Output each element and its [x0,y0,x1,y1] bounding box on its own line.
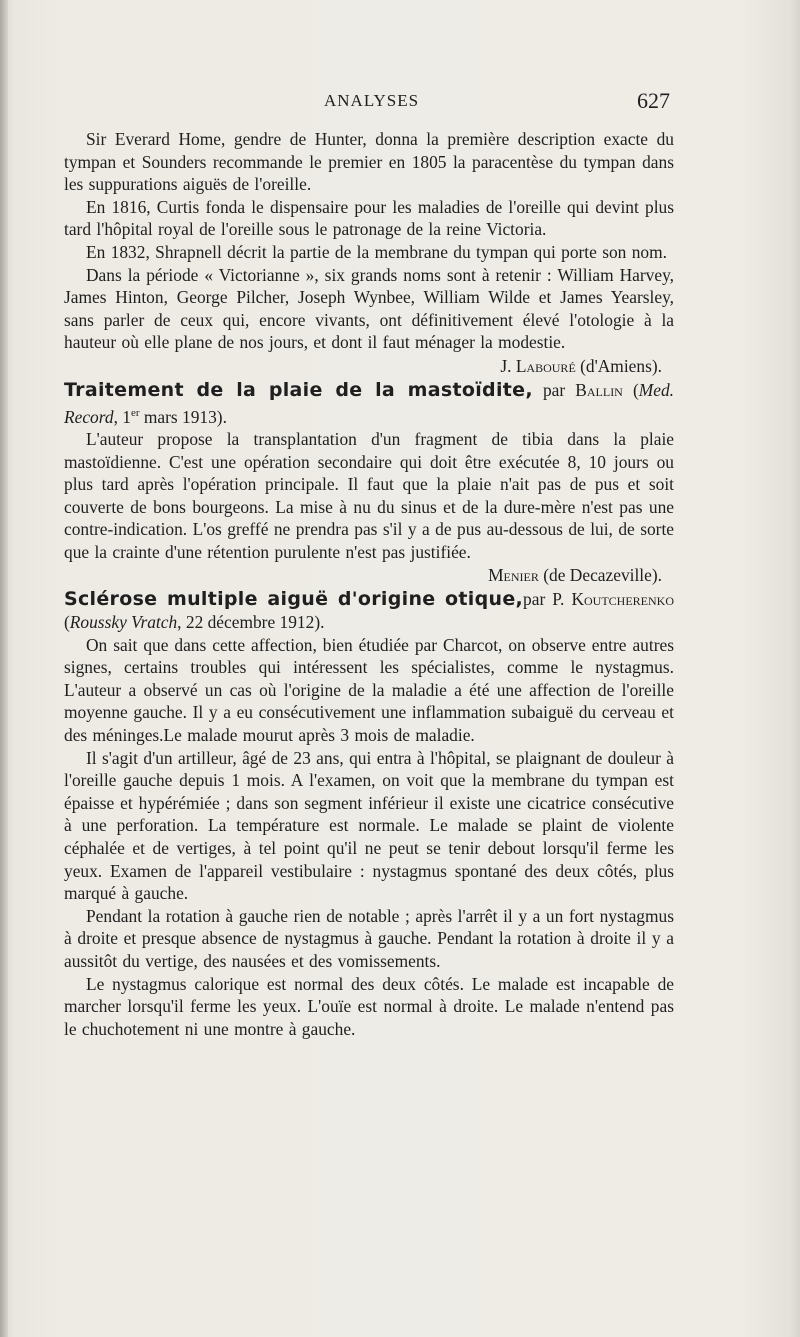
article-author: Koutcherenko [571,589,674,610]
signature-laboure: J. Labouré (d'Amiens). [500,355,662,376]
journal-name: Med. Record [64,379,674,427]
paragraph-victorian: Dans la période « Victorianne », six grands noms sont à retenir : William Harvey, James Hinton, George Pilcher, Joseph Wynbee, William Wilde et James Yearsley, sans parler de ceux qui, encore vivants, ont définitivement élevé l'otologie à la hauteur où elle plane de nos jours, et dont il faut ménager la modestie. [64,264,674,353]
paragraph-charcot: On sait que dans cette affection, bien étudiée par Charcot, on observe entre autres signes, certains troubles qui intéressent les spécialistes, comme le nystagmus. L'auteur a observé un cas où l'origine de la maladie a été une affection de l'oreille moyenne gauche. Il y a eu consécutivement une inflammation subaiguë du cerveau et des méninges.Le malade mourut après 3 mois de maladie. [64,634,674,746]
page-header [64,88,674,118]
paragraph-shrapnell: En 1832, Shrapnell décrit la partie de la membrane du tympan qui porte son nom. [86,241,667,262]
article-title: Traitement de la plaie de la mastoïdite, [64,378,533,401]
signature-menier: Menier (de Decazeville). [488,565,662,586]
running-head: ANALYSES [324,91,420,110]
author-name: Menier [488,565,539,586]
article-author: Ballin [575,379,623,400]
journal-name: Roussky Vratch [69,612,178,633]
paragraph-transplantation: L'auteur propose la transplantation d'un fragment de tibia dans la plaie mastoïdienne. C'est une opération secondaire qui doit être exécutée 8, 10 jours ou plus tard après l'opération principale. Il faut que la plaie n'ait pas de pus et soit couverte de bons bourgeons. La mise à nu du sinus et de la dure-mère n'est pas une contre-indication. L'os greffé ne prendra pas s'il y a de pus au-dessous de lui, de sorte que la crainte d'une rétention purulente n'est pas justifiée. [64,428,674,562]
paragraph-calorique: Le nystagmus calorique est normal des deux côtés. Le malade est incapable de marcher lorsqu'il ferme les yeux. L'ouïe est normal à droite. Le malade n'entend pas le chuchotement ni une montre à gauche. [64,973,674,1039]
article-heading-mastoidite: Traitement de la plaie de la mastoïdite, par Ballin (Med. Record, 1er mars 1913). [64,378,674,427]
paragraph-artilleur: Il s'agit d'un artilleur, âgé de 23 ans, qui entra à l'hôpital, se plaignant de douleur à l'oreille gauche depuis 1 mois. A l'examen, on voit que la membrane du tympan est épaisse et hypérémiée ; dans son segment inférieur il existe une cicatrice consécutive à une perforation. La température est normale. Le malade se plaint de violente céphalée et de vertiges, à tel point qu'il ne peut se tenir debout lorsqu'il ferme les yeux. Examen de l'appareil vestibulaire : nystagmus spontané des deux côtés, plus marqué à gauche. [64,747,674,904]
paragraph-home: Sir Everard Home, gendre de Hunter, donna la première description exacte du tympan et Sounders recommande le premier en 1805 la paracentèse du tympan dans les suppurations aiguës de l'oreille. [64,129,674,195]
page-body [64,128,674,1040]
author-name: Labouré [515,355,576,376]
page-binding-edge [0,0,8,1337]
article-title: Sclérose multiple aiguë d'origine otique, [64,588,524,611]
page-number: 627 [637,88,670,113]
paragraph-rotation: Pendant la rotation à gauche rien de notable ; après l'arrêt il y a un fort nystagmus à droite et presque absence de nystagmus à gauche. Pendant la rotation à droite il y a aussitôt du vertige, des nausées et des vomissements. [64,905,674,971]
article-heading-sclerose: Sclérose multiple aiguë d'origine otique,par P. Koutcherenko (Roussky Vratch, 22 décembre 1912). [64,588,674,633]
paragraph-curtis: En 1816, Curtis fonda le dispensaire pour les maladies de l'oreille qui devint plus tard l'hôpital royal de l'oreille sous le patronage de la reine Victoria. [64,196,674,240]
